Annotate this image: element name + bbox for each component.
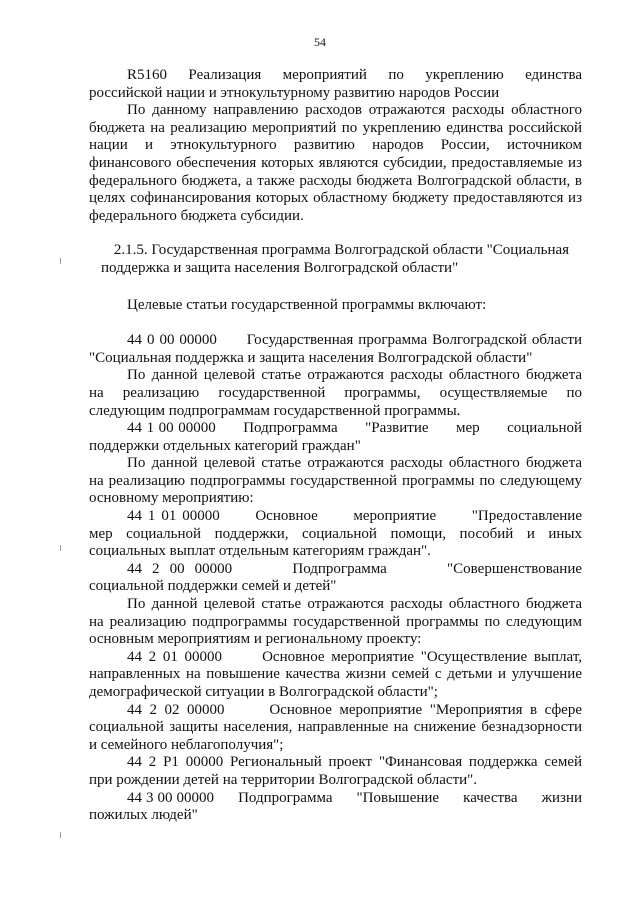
list-item: 44 3 00 00000 Подпрограмма "Повышение качества жизни пожилых людей" xyxy=(89,789,586,824)
paragraph-r5160-description: По данному направлению расходов отражаются расходы областного бюджета на реализацию мероприятий по укреплению единства российской нации и этнокультурного развитию народов России, источником финансового обеспечения которых являются субсидии, предоставляемые из федерального бюджета, а также расходы бюджета Волгоградской области, в целях софинансирования которых областному бюджету предоставляются из федерального бюджета субсидии. xyxy=(89,102,582,224)
section-heading: 2.1.5. Государственная программа Волгоградской области "Социальная поддержка и защита населения Волгоградской области" xyxy=(101,242,570,276)
margin-mark xyxy=(60,545,61,551)
list-item: По данной целевой статье отражаются расходы областного бюджета на реализацию подпрограммы государственной программы по следующим основным мероприятиям и региональному проекту: xyxy=(89,596,586,648)
list-item: По данной целевой статье отражаются расходы областного бюджета на реализацию подпрограммы государственной программы по следующему основному мероприятию: xyxy=(89,455,586,507)
paragraph-r5160-title: R5160 Реализация мероприятий по укреплению единства российской нации и этнокультурному развитию народов России xyxy=(89,67,586,101)
margin-mark xyxy=(60,832,61,838)
list-item: 44 1 01 00000 Основное мероприятие "Предоставление мер социальной поддержки, социальной помощи, пособий и иных социальных выплат отдельным категориям граждан". xyxy=(89,508,605,560)
list-item: По данной целевой статье отражаются расходы областного бюджета на реализацию государственной программы, осуществляемые по следующим подпрограммам государственной программы. xyxy=(89,367,586,419)
list-item: 44 2 00 00000 Подпрограмма "Совершенствование социальной поддержки семей и детей" xyxy=(89,560,605,595)
list-item: 44 2 Р1 00000 Региональный проект "Финансовая поддержка семей при рождении детей на территории Волгоградской области". xyxy=(89,754,586,788)
list-item: 44 1 00 00000 Подпрограмма "Развитие мер социальной поддержки отдельных категорий граждан" xyxy=(89,420,586,454)
target-articles-list xyxy=(89,332,605,825)
list-item: 44 2 02 00000 Основное мероприятие "Мероприятия в сфере социальной защиты населения, направленные на снижение безнадзорности и семейного неблагополучия"; xyxy=(89,701,586,753)
margin-mark xyxy=(60,258,61,264)
list-item: 44 0 00 00000 Государственная программа Волгоградской области "Социальная поддержка и защита населения Волгоградской области" xyxy=(89,332,586,366)
intro-line: Целевые статьи государственной программы включают: xyxy=(127,296,487,313)
list-item: 44 2 01 00000 Основное мероприятие "Осуществление выплат, направленных на повышение качества жизни семей с детьми и улучшение демографической ситуации в Волгоградской области"; xyxy=(89,648,586,700)
document-body xyxy=(89,67,605,825)
page-number: 54 xyxy=(314,35,326,49)
